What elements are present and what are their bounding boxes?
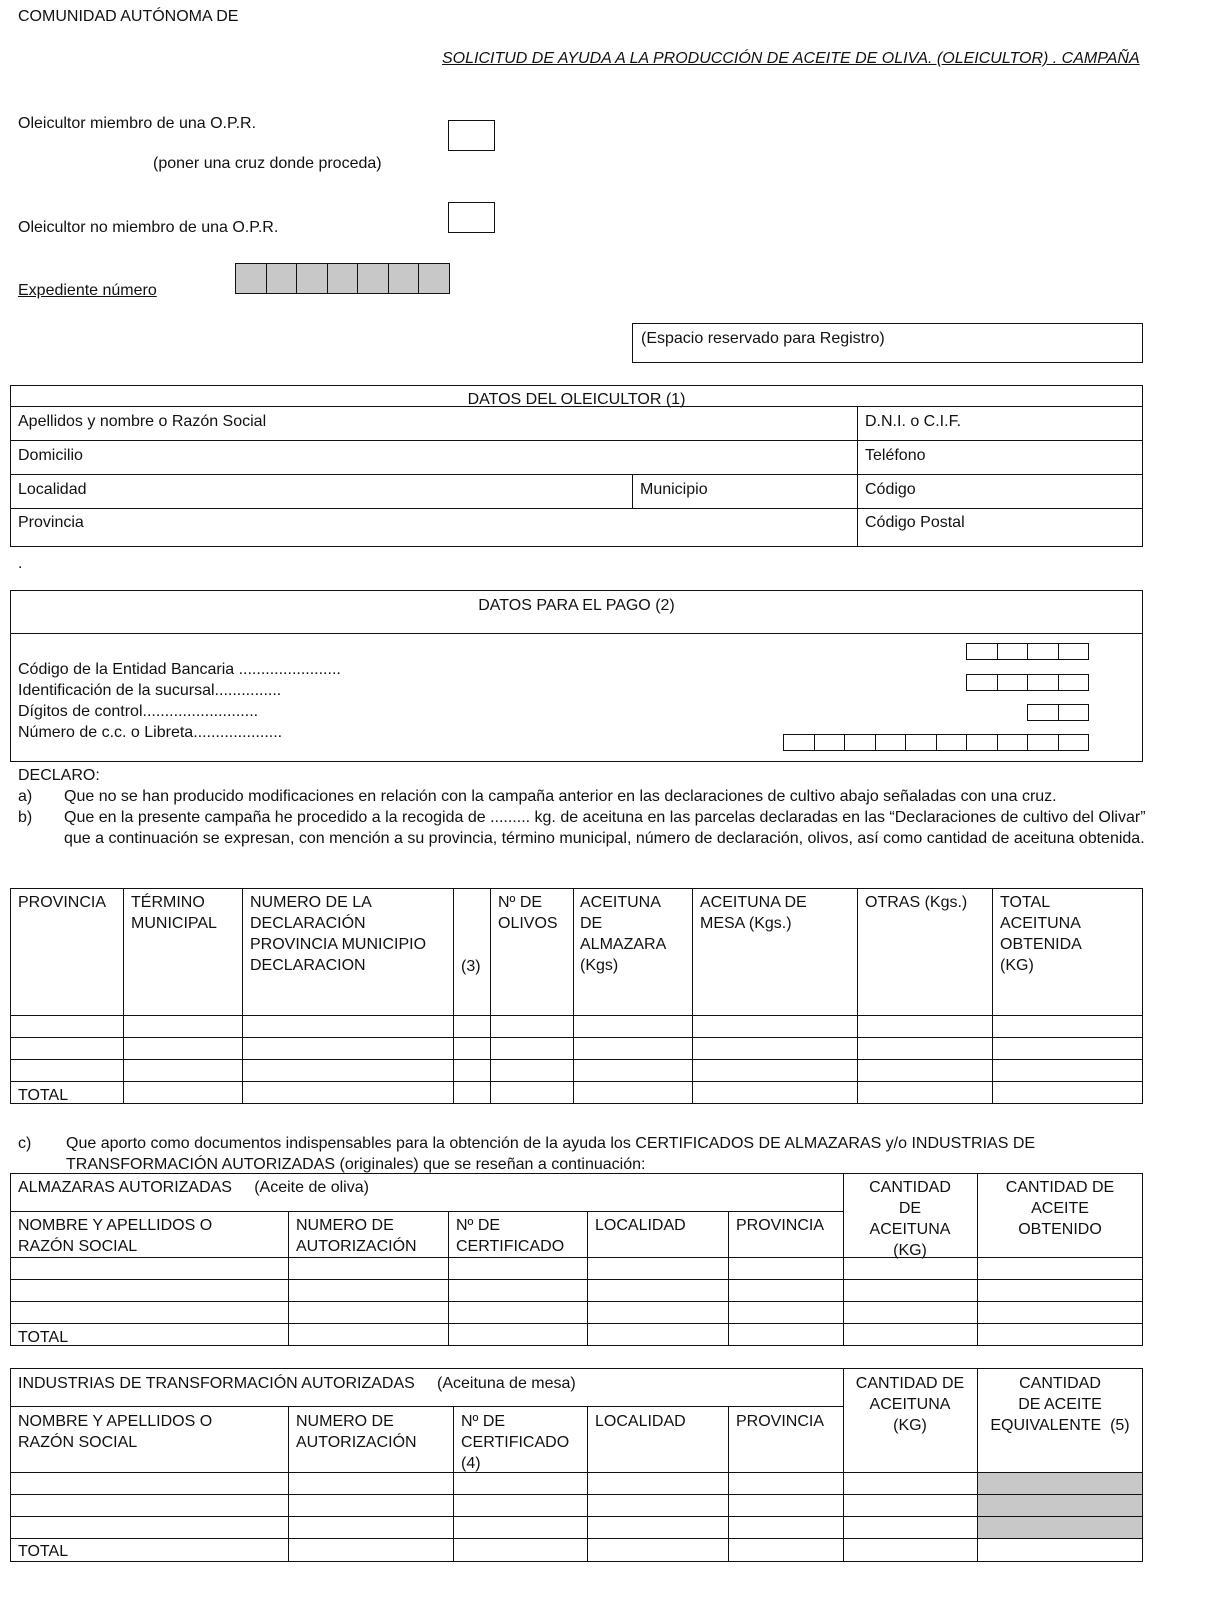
code-field[interactable]: Código bbox=[865, 481, 916, 498]
dni-field[interactable]: D.N.I. o C.I.F. bbox=[865, 413, 962, 430]
industries-header-province: PROVINCIA bbox=[736, 1413, 825, 1430]
branch-label: Identificación de la sucursal............... bbox=[18, 682, 282, 699]
mills-header-certificate: Nº DE CERTIFICADO bbox=[456, 1217, 565, 1255]
bank-code-label: Código de la Entidad Bancaria ....................... bbox=[18, 661, 341, 678]
clause-a-letter: a) bbox=[18, 788, 33, 805]
branch-input[interactable] bbox=[966, 674, 1089, 691]
mills-header-authorization: NUMERO DE AUTORIZACIÓN bbox=[296, 1217, 417, 1255]
mills-header-olive-quantity: CANTIDAD DE ACEITUNA (KG) bbox=[869, 1179, 951, 1259]
non-member-checkbox[interactable] bbox=[448, 202, 495, 233]
payment-data-title: DATOS PARA EL PAGO (2) bbox=[478, 597, 675, 614]
grower-data-title: DATOS DEL OLEICULTOR (1) bbox=[467, 391, 686, 408]
name-field[interactable]: Apellidos y nombre o Razón Social bbox=[18, 413, 267, 430]
control-digits-input[interactable] bbox=[1027, 704, 1089, 721]
mills-header-locality: LOCALIDAD bbox=[595, 1217, 686, 1234]
parcels-header-total-olives: TOTAL ACEITUNA OBTENIDA (KG) bbox=[1000, 894, 1082, 974]
file-number-label: Expediente número bbox=[18, 282, 157, 299]
clause-b-letter: b) bbox=[18, 809, 33, 826]
parcels-total-label: TOTAL bbox=[18, 1087, 69, 1104]
province-field[interactable]: Provincia bbox=[18, 514, 84, 531]
clause-a-text: Que no se han producido modificaciones en relación con la campaña anterior en las declaraciones de cultivo abajo señaladas con una cruz. bbox=[64, 788, 1057, 805]
member-checkbox[interactable] bbox=[448, 120, 495, 151]
mills-header-name: NOMBRE Y APELLIDOS O RAZÓN SOCIAL bbox=[18, 1217, 213, 1255]
industries-header-name: NOMBRE Y APELLIDOS O RAZÓN SOCIAL bbox=[18, 1413, 213, 1451]
parcels-header-olive-trees: Nº DE OLIVOS bbox=[498, 894, 558, 932]
mills-total-label: TOTAL bbox=[18, 1329, 69, 1346]
parcels-header-note-3: (3) bbox=[461, 958, 481, 975]
clause-c-text: Que aporto como documentos indispensables para la obtención de la ayuda los CERTIFICADOS DE ALMAZARAS y/o INDUSTRIAS DE TRANSFORMACIÓN AUTORIZADAS (originales) que se reseñan a continuación: bbox=[66, 1135, 1036, 1173]
industries-total-label: TOTAL bbox=[18, 1543, 69, 1560]
bank-code-input[interactable] bbox=[966, 643, 1089, 660]
non-member-label: Oleicultor no miembro de una O.P.R. bbox=[18, 219, 279, 236]
clause-c-letter: c) bbox=[18, 1135, 32, 1152]
locality-field[interactable]: Localidad bbox=[18, 481, 87, 498]
mills-title: ALMAZARAS AUTORIZADAS (Aceite de oliva) bbox=[18, 1179, 369, 1196]
parcels-header-province: PROVINCIA bbox=[18, 894, 107, 911]
postal-code-field[interactable]: Código Postal bbox=[865, 514, 965, 531]
member-label: Oleicultor miembro de una O.P.R. bbox=[18, 115, 257, 132]
authority-label: COMUNIDAD AUTÓNOMA DE bbox=[18, 8, 239, 25]
industries-header-locality: LOCALIDAD bbox=[595, 1413, 686, 1430]
mills-header-province: PROVINCIA bbox=[736, 1217, 825, 1234]
industries-header-olive-quantity: CANTIDAD DE ACEITUNA (KG) bbox=[855, 1375, 965, 1434]
declaration-intro: DECLARO: bbox=[18, 767, 100, 784]
registry-label: (Espacio reservado para Registro) bbox=[641, 330, 885, 347]
form-title: SOLICITUD DE AYUDA A LA PRODUCCIÓN DE ACEITE DE OLIVA. (OLEICULTOR) . CAMPAÑA bbox=[442, 50, 1140, 67]
file-number-input[interactable] bbox=[235, 263, 450, 294]
parcels-header-mill-olives: ACEITUNA DE ALMAZARA (Kgs) bbox=[580, 894, 667, 974]
parcels-header-declaration-number: NUMERO DE LA DECLARACIÓN PROVINCIA MUNICIPIO DECLARACION bbox=[250, 894, 427, 974]
account-input[interactable] bbox=[783, 734, 1089, 751]
account-label: Número de c.c. o Libreta.................... bbox=[18, 724, 283, 741]
industries-header-certificate: Nº DE CERTIFICADO (4) bbox=[461, 1413, 570, 1472]
separator-dot: . bbox=[18, 555, 23, 572]
parcels-header-municipal-term: TÉRMINO MUNICIPAL bbox=[131, 894, 217, 932]
instruction-text: (poner una cruz donde proceda) bbox=[153, 155, 382, 172]
parcels-header-others: OTRAS (Kgs.) bbox=[865, 894, 968, 911]
control-digits-label: Dígitos de control.......................... bbox=[18, 703, 259, 720]
municipality-field[interactable]: Municipio bbox=[640, 481, 708, 498]
mills-header-oil-obtained: CANTIDAD DE ACEITE OBTENIDO bbox=[1005, 1179, 1115, 1238]
industries-header-authorization: NUMERO DE AUTORIZACIÓN bbox=[296, 1413, 417, 1451]
industries-header-oil-equivalent: CANTIDAD DE ACEITE EQUIVALENTE (5) bbox=[990, 1375, 1130, 1434]
clause-b-text: Que en la presente campaña he procedido a la recogida de ......... kg. de aceituna en las parcelas declaradas en las “Declaraciones de cultivo del Olivar” que a continuación se expresan, con mención a su provincia, término municipal, número de declaración, olivos, así como cantidad de aceituna obtenida. bbox=[64, 809, 1146, 847]
address-field[interactable]: Domicilio bbox=[18, 447, 83, 464]
phone-field[interactable]: Teléfono bbox=[865, 447, 926, 464]
parcels-header-table-olives: ACEITUNA DE MESA (Kgs.) bbox=[700, 894, 807, 932]
industries-title: INDUSTRIAS DE TRANSFORMACIÓN AUTORIZADAS (Aceituna de mesa) bbox=[18, 1375, 576, 1392]
